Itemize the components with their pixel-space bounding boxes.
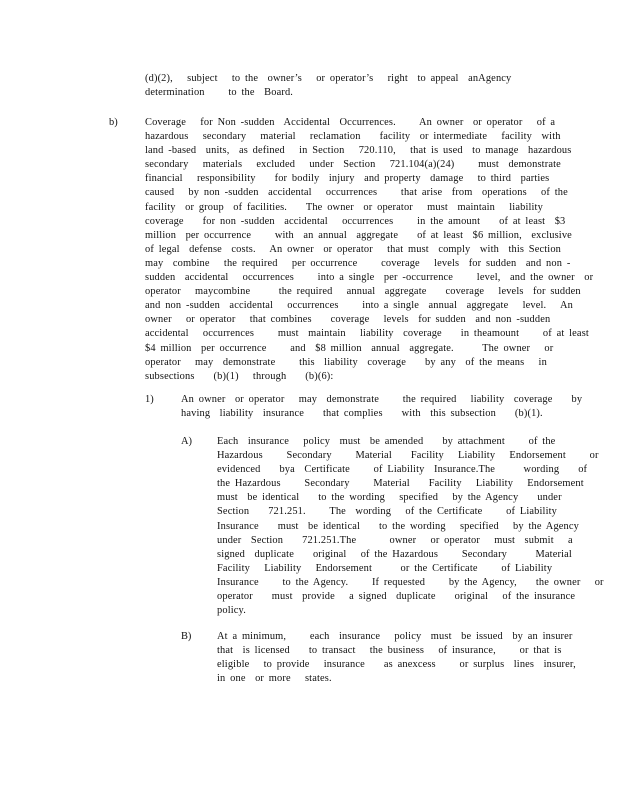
text-line: accidental occurrences must maintain liability coverage in theamount of at least xyxy=(145,328,589,340)
text-line: financial responsibility for bodily injury and property damage to third parties xyxy=(145,173,550,185)
text-line: Insurance must be identical to the wording specified by the Agency xyxy=(217,520,580,532)
text-line: secondary materials excluded under Section 721.104(a)(24) must demonstrate xyxy=(145,159,561,171)
text-line: Facility Liability Endorsement or the Certificate of Liability xyxy=(217,562,553,574)
text-line: and non -sudden accidental occurrences into a single annual aggregate level. An xyxy=(145,300,573,312)
text-line: must be identical to the wording specified by the Agency under xyxy=(217,492,562,504)
text-line: evidenced bya Certificate of Liability Insurance.The wording of xyxy=(217,464,588,476)
text-line: Coverage for Non -sudden Accidental Occurrences. An owner or operator of a xyxy=(145,117,556,128)
section-b-marker: b) xyxy=(109,117,118,128)
text-line: Hazardous Secondary Material Facility Liability Endorsement or xyxy=(217,450,599,462)
text-line: may combine the required per occurrence coverage levels for sudden and non - xyxy=(145,257,571,269)
text-line: hazardous secondary material reclamation facility or intermediate facility with xyxy=(145,131,561,143)
text-line: Section 721.251. The wording of the Certificate of Liability xyxy=(217,506,558,518)
text-line: subsections (b)(1) through (b)(6): xyxy=(145,370,334,382)
text-line: operator may demonstrate this liability coverage by any of the means in xyxy=(145,356,547,368)
text-line: coverage for non -sudden accidental occurrences in the amount of at least $3 xyxy=(145,215,566,227)
text-line: of legal defense costs. An owner or operator that must comply with this Section xyxy=(145,243,562,255)
text-line: land -based units, as defined in Section 720.110, that is used to manage hazardous xyxy=(145,145,572,157)
text-line: that is licensed to transact the business of insurance, or that is xyxy=(217,645,562,657)
text-line: million per occurrence with an annual aggregate of at least $6 million, exclusive xyxy=(145,229,572,241)
item-b-marker: B) xyxy=(181,631,192,642)
text-line: facility or group of facilities. The owner or operator must maintain liability xyxy=(145,201,543,213)
text-line: policy. xyxy=(217,605,246,617)
text-line: Insurance to the Agency. If requested by the Agency, the owner or xyxy=(217,576,604,588)
text-line: determination to the Board. xyxy=(145,87,294,99)
item-1-paragraph xyxy=(181,393,583,421)
text-line: sudden accidental occurrences into a single per -occurrence level, and the owner or xyxy=(145,272,594,284)
text-line: operator maycombine the required annual aggregate coverage levels for sudden xyxy=(145,286,581,298)
text-line: $4 million per occurrence and $8 million annual aggregate. The owner or xyxy=(145,342,554,354)
text-line: operator must provide a signed duplicate original of the insurance xyxy=(217,591,576,603)
item-1-marker: 1) xyxy=(145,394,154,405)
text-line: having liability insurance that complies with this subsection (b)(1). xyxy=(181,408,543,420)
text-line: At a minimum, each insurance policy must be issued by an insurer xyxy=(217,631,573,642)
continuation-paragraph xyxy=(145,72,525,100)
text-line: under Section 721.251.The owner or operator must submit a xyxy=(217,534,573,546)
item-b-paragraph xyxy=(217,630,576,686)
text-line: signed duplicate original of the Hazardous Secondary Material xyxy=(217,548,572,560)
text-line: the Hazardous Secondary Material Facility Liability Endorsement xyxy=(217,478,584,490)
section-b-paragraph xyxy=(145,116,594,384)
text-line: owner or operator that combines coverage levels for sudden and non -sudden xyxy=(145,314,551,326)
text-line: (d)(2), subject to the owner’s or operator’s right to appeal anAgency xyxy=(145,73,512,84)
text-line: eligible to provide insurance as anexcess or surplus lines insurer, xyxy=(217,659,576,671)
text-line: An owner or operator may demonstrate the required liability coverage by xyxy=(181,394,583,405)
text-line: caused by non -sudden accidental occurrences that arise from operations of the xyxy=(145,187,568,199)
text-line: in one or more states. xyxy=(217,673,332,685)
text-line: Each insurance policy must be amended by attachment of the xyxy=(217,436,556,447)
item-a-paragraph xyxy=(217,435,604,618)
item-a-marker: A) xyxy=(181,436,192,447)
